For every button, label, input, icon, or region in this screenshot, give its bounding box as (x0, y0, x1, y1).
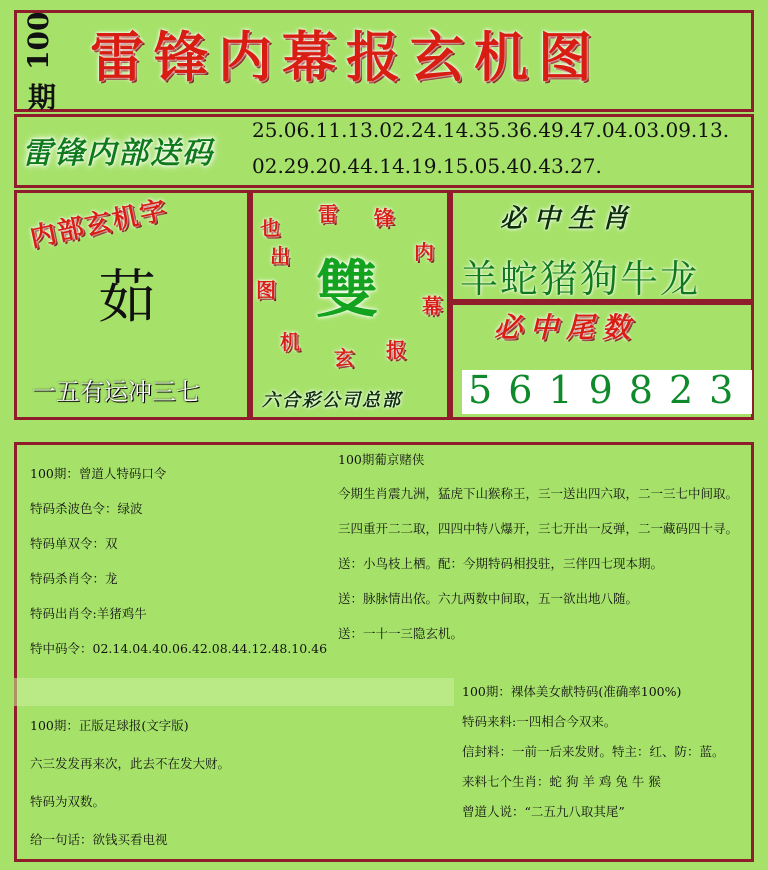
text-line: 特码为双数。 (30, 794, 106, 809)
section-title: 100期葡京赌侠 (338, 452, 425, 467)
text-line: 信封料：一前一后来发财。特主：红、防：蓝。 (462, 744, 725, 759)
tail-digits-row (468, 368, 749, 412)
bottom-left-block (30, 466, 330, 676)
text-line: 三四重开二二取，四四中特八爆开，三七开出一反弹，二一藏码四十寻。 (338, 521, 739, 536)
bottom-football-block (30, 718, 440, 870)
zodiac-label: 必中生肖 (500, 204, 637, 234)
text-line: 送：脉脉情出依。六九两数中间取，五一欲出地八随。 (338, 591, 639, 606)
center-char: 雙 (316, 253, 379, 326)
ring-char: 雷 (318, 202, 338, 226)
ring-char: 出 (270, 244, 290, 268)
internal-code-line1: 25.06.11.13.02.24.14.35.36.49.47.04.03.09.13. (252, 118, 730, 142)
text-line: 100期：正版足球报(文字版) (30, 718, 189, 733)
mystery-word-char: 茹 (98, 263, 157, 331)
tail-digit: 9 (588, 368, 629, 412)
issue-number-value: 100 (22, 11, 55, 70)
text-line: 100期：曾道人特码口令 (30, 466, 167, 481)
tail-digit: 2 (668, 368, 710, 412)
text-line: 特中码令：02.14.04.40.06.42.08.44.12.48.10.46 (30, 641, 328, 656)
ring-char: 报 (386, 338, 406, 362)
mystery-word-label: 内部玄机字 (27, 195, 171, 254)
mystery-word-phrase: 一五有运冲三七 (32, 378, 200, 406)
text-line: 100期：裸体美女献特码(准确率100%) (462, 684, 682, 699)
internal-code-label: 雷锋内部送码 (22, 136, 214, 171)
text-line: 来料七个生肖：蛇 狗 羊 鸡 兔 牛 猴 (462, 774, 661, 789)
text-line: 六三发发再来次，此去不在发大财。 (30, 756, 231, 771)
ring-char: 图 (256, 278, 276, 302)
text-line: 曾道人说：“二五九八取其尾” (462, 804, 625, 819)
tail-digit: 8 (628, 368, 669, 412)
ring-char: 锋 (374, 206, 394, 230)
ring-char: 玄 (334, 346, 354, 370)
text-line: 送：一十一三隐玄机。 (338, 626, 464, 641)
ring-char: 也 (260, 216, 280, 240)
blur-overlay (14, 678, 454, 706)
company-label: 六合彩公司总部 (262, 390, 402, 411)
text-line: 今期生肖震九洲，猛虎下山猴称王，三一送出四六取，二一三七中间取。 (338, 486, 739, 501)
zodiac-value: 羊蛇猪狗牛龙 (460, 257, 701, 301)
page-title: 雷锋内幕报玄机图 (90, 25, 602, 89)
ring-char: 幕 (422, 294, 442, 318)
ring-char: 机 (280, 330, 300, 354)
text-line: 特码出肖令:羊猪鸡牛 (30, 606, 147, 621)
ring-char: 内 (414, 240, 434, 264)
tail-digit: 5 (468, 368, 509, 412)
issue-suffix: 期 (28, 81, 57, 114)
text-line: 特码杀肖令：龙 (30, 571, 118, 586)
text-line: 特码单双令：双 (30, 536, 118, 551)
text-line: 特码来料:一四相合今双来。 (462, 714, 617, 729)
issue-number (22, 11, 68, 114)
tail-digit: 6 (508, 368, 549, 412)
tail-label: 必中尾数 (494, 311, 639, 344)
text-line: 特码杀波色令：绿波 (30, 501, 143, 516)
internal-code-line2: 02.29.20.44.14.19.15.05.40.43.27. (252, 154, 602, 178)
tail-digit: 1 (548, 368, 589, 412)
bottom-middle-block (338, 452, 748, 661)
tail-digit: 3 (709, 368, 750, 412)
text-line: 给一句话：欲钱买看电视 (30, 832, 168, 847)
bottom-right-block (462, 684, 752, 834)
text-line: 送：小鸟枝上栖。配：今期特码相投驻，三伴四七现本期。 (338, 556, 664, 571)
